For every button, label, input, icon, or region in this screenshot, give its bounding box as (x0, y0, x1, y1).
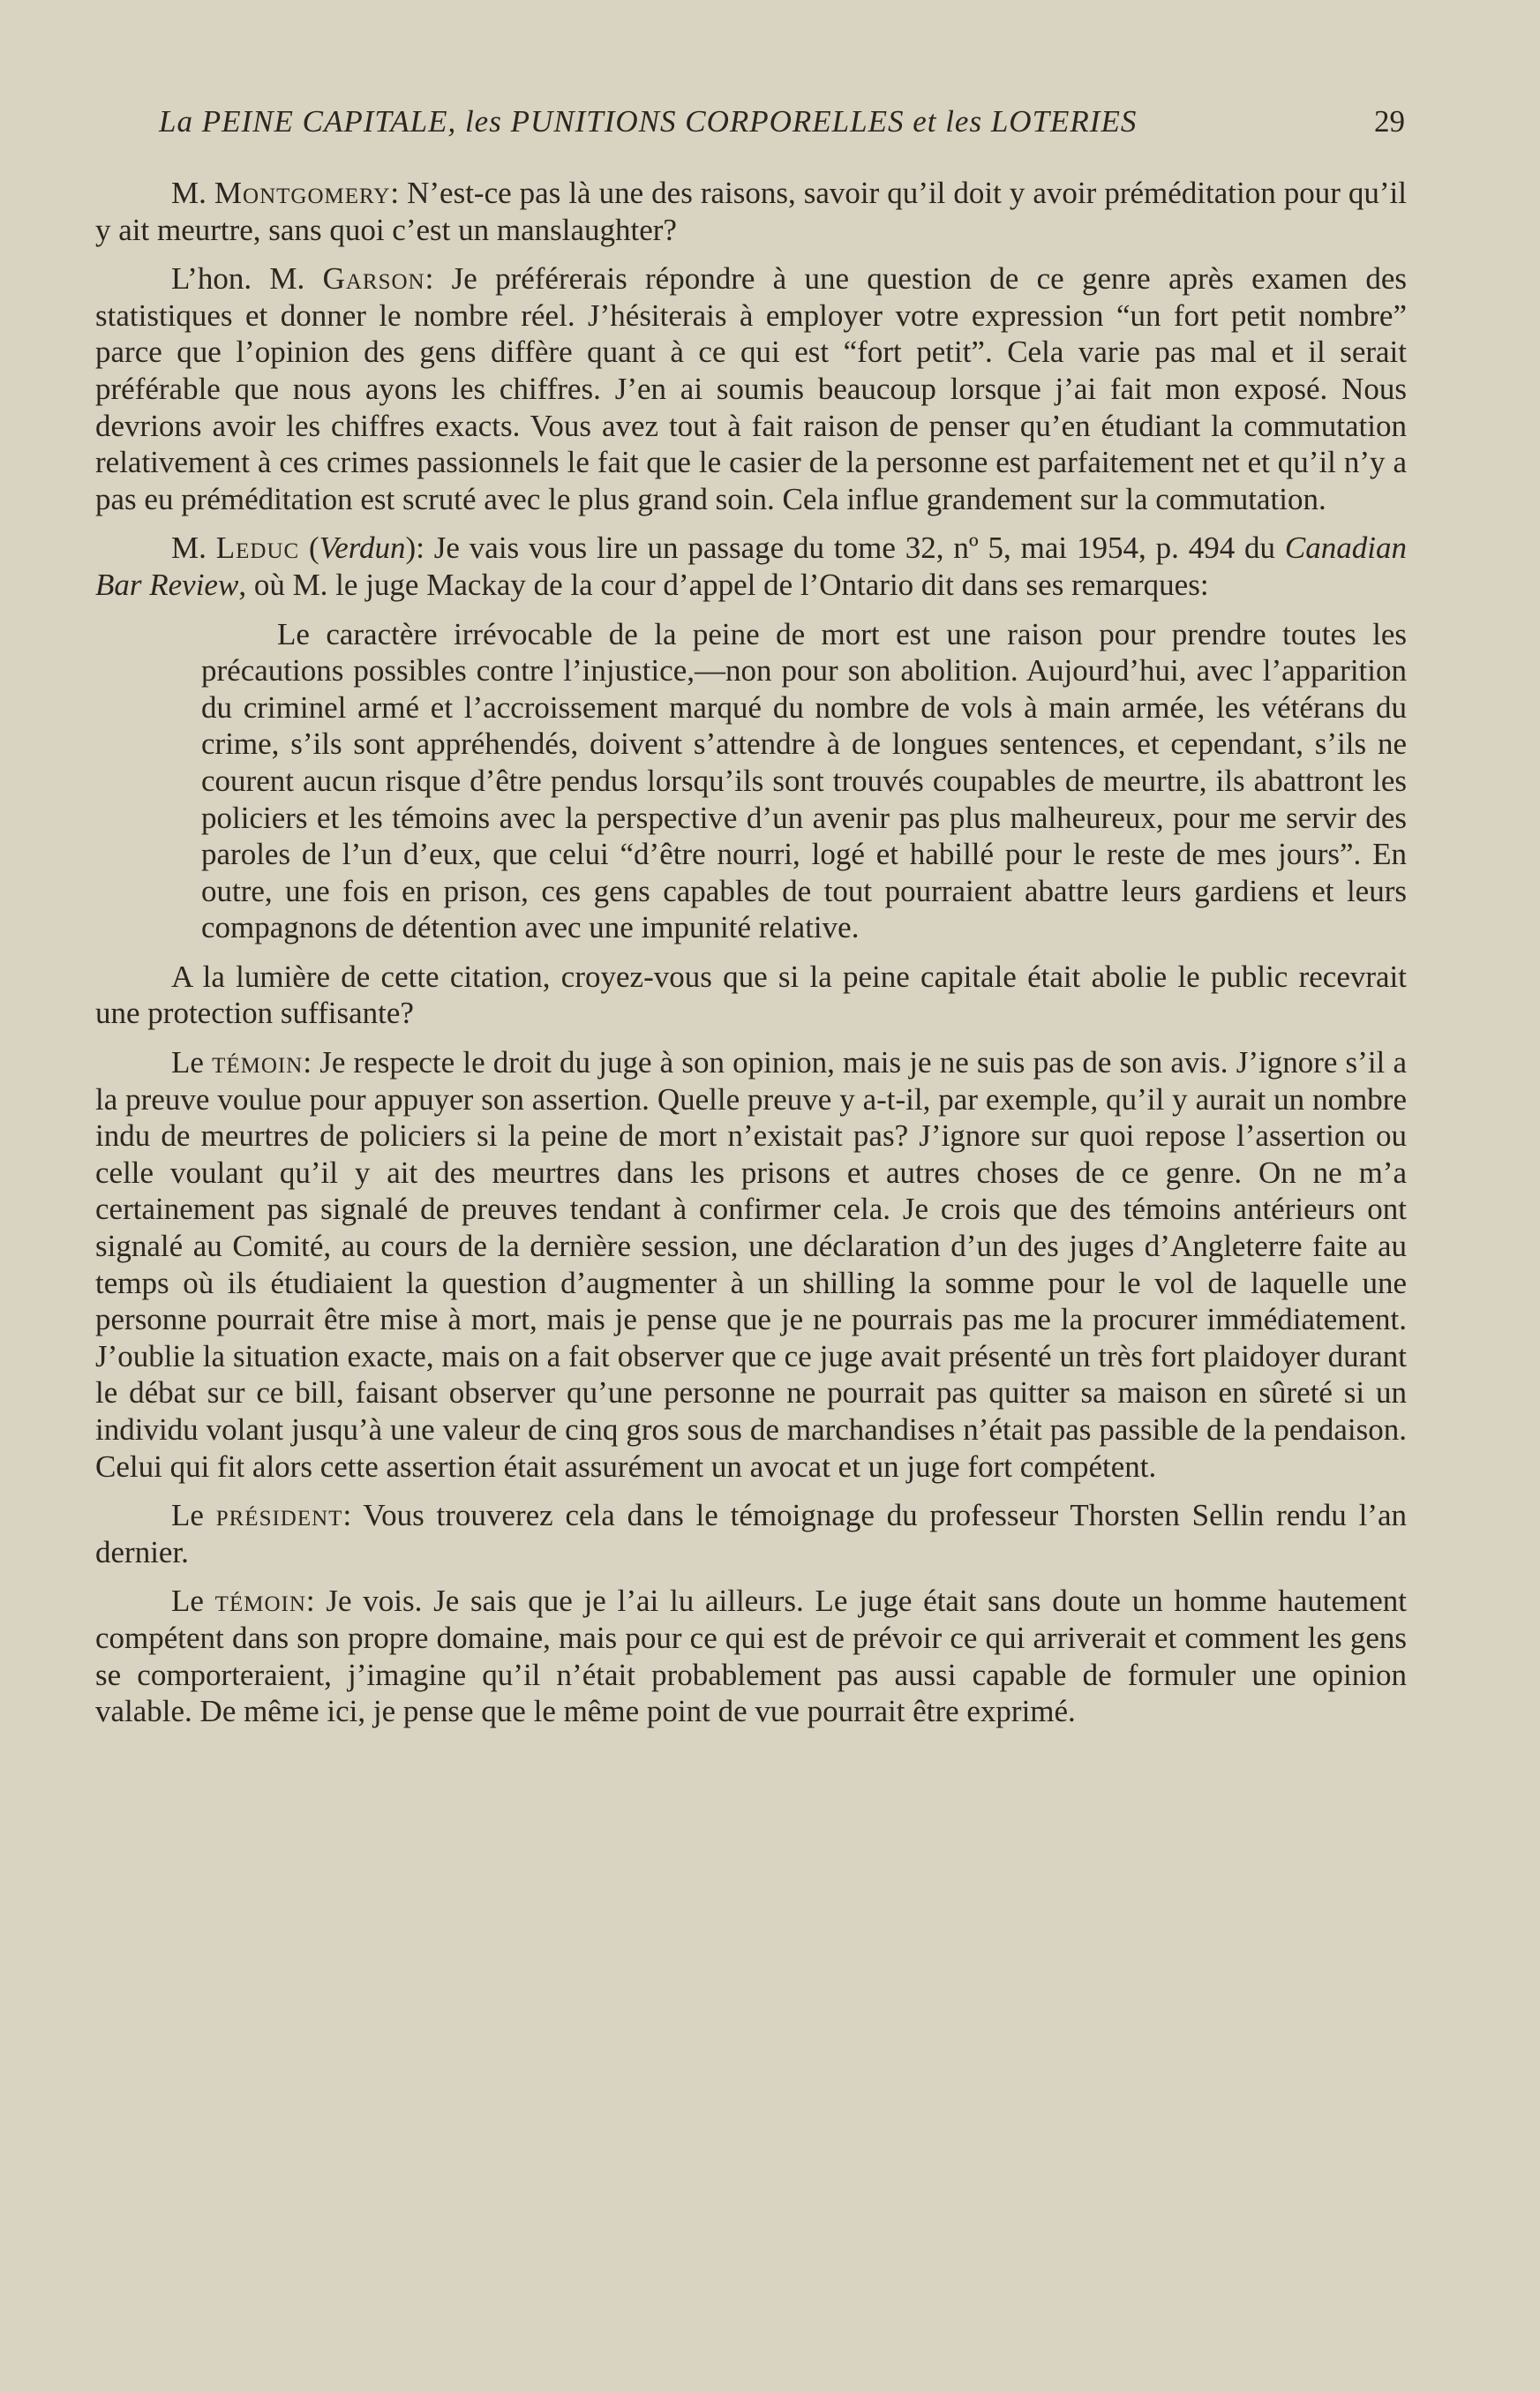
paren-close: ): (405, 531, 434, 566)
speaker-colon: : (424, 261, 452, 297)
speaker-name: président (215, 1498, 343, 1533)
paragraph-text: Je respecte le droit du juge à son opinion, mais je ne suis pas de son avis. J’ignore s’il a la preuve voulue pour appuyer son assertion. Quelle preuve y a-t-il, par exemple, qu’il y aurait un nombre indu de meurtres de policiers si la peine de mort n’existait pas? J’ignore sur quoi repose l’assertion ou celle voulant qu’il y ait des meurtres dans les prisons et autres choses de ce genre. On ne m’a certainement pas signalé de preuves tendant à confirmer cela. Je crois que des témoins antérieurs ont signalé au Comité, au cours de la dernière session, une déclaration d’un des juges d’Angleterre faite au temps où ils étudiaient la question d’augmenter à un shilling la somme pour le vol de laquelle une personne pourrait être mise à mort, mais je pense que je ne pourrais pas me la procurer immédiatement. J’oublie la situation exacte, mais on a fait observer que ce juge avait présenté un très fort plaidoyer durant le débat sur ce bill, faisant observer qu’une personne ne pourrait pas quitter sa maison en sûreté si un individu volant jusqu’à une valeur de cinq gros sous de marchandises n’était pas passible de la pendaison. Celui qui fit alors cette assertion était assurément un avocat et un juge fort compétent. (95, 1045, 1407, 1484)
paragraph-question (95, 959, 1407, 1032)
paragraph-text: Je préférerais répondre à une question de ce genre après examen des statistiques et donner le nombre réel. J’hésiterais à employer votre expression “un fort petit nombre” parce que l’opinion des gens diffère quant à ce qui est “fort petit”. Cela varie pas mal et il serait préférable que nous ayons les chiffres. J’en ai soumis beaucoup lorsque j’ai fait mon exposé. Nous devrions avoir les chiffres exacts. Vous avez tout à fait raison de penser qu’en étudiant la commutation relativement à ces crimes passionnels le fait que le casier de la personne est parfaitement net et qu’il n’y a pas eu préméditation est scruté avec le plus grand soin. Cela influe grandement sur la commutation. (95, 261, 1407, 516)
paragraph-text-cont: , où M. le juge Mackay de la cour d’appel de l’Ontario dit dans ses remarques: (238, 567, 1209, 602)
paragraph-president (95, 1497, 1407, 1570)
speaker-name: témoin (214, 1584, 306, 1619)
paragraph-text: A la lumière de cette citation, croyez-vous que si la peine capitale était abolie le public recevrait une protection suffisante? (95, 959, 1407, 1031)
paragraph-text: N’est-ce pas là une des raisons, savoir qu’il doit y avoir préméditation pour qu’il y ait meurtre, sans quoi c’est un manslaughter? (95, 176, 1407, 247)
running-header (159, 104, 1405, 139)
paragraph-text: Je vois. Je sais que je l’ai lu ailleurs. Le juge était sans doute un homme hautement compétent dans son propre domaine, mais pour ce qui est de prévoir ce qui arriverait et comment les gens se comporteraient, j’imagine qu’il n’était probablement pas aussi capable de formuler une opinion valable. De même ici, je pense que le même point de vue pourrait être exprimé. (95, 1584, 1407, 1729)
paragraph-leduc (95, 530, 1407, 603)
speaker-prefix: Le (171, 1045, 213, 1080)
speaker-colon: : (390, 176, 408, 210)
paragraph-garson (95, 260, 1407, 517)
journal-title: Canadian Bar Review (95, 531, 1407, 602)
riding-name: Verdun (319, 531, 406, 566)
speaker-prefix: L’hon. M. (171, 261, 323, 297)
speaker-name: Montgomery (214, 176, 391, 210)
paragraph-text: Je vais vous lire un passage du tome 32, nº 5, mai 1954, p. 494 du (433, 531, 1285, 566)
speaker-colon: : (342, 1498, 364, 1533)
page-number: 29 (1374, 104, 1405, 139)
speaker-prefix: M. (171, 531, 216, 566)
paragraph-text: Vous trouverez cela dans le témoignage du professeur Thorsten Sellin rendu l’an dernier. (95, 1498, 1407, 1569)
running-title: La PEINE CAPITALE, les PUNITIONS CORPORELLES et les LOTERIES (159, 104, 1138, 139)
speaker-name: Garson (322, 261, 425, 297)
speaker-name: témoin (212, 1045, 304, 1080)
block-quote (95, 616, 1407, 946)
speaker-prefix: M. (171, 176, 214, 210)
speaker-colon: : (305, 1584, 327, 1619)
paragraph-temoin-2 (95, 1583, 1407, 1729)
page-body (95, 175, 1407, 1742)
paren-open: ( (299, 531, 319, 566)
speaker-prefix: Le (171, 1584, 215, 1619)
paragraph-montgomery (95, 175, 1407, 248)
quote-text: Le caractère irrévocable de la peine de mort est une raison pour prendre toutes les précautions possibles contre l’injustice,—non pour son abolition. Aujourd’hui, avec l’apparition du criminel armé et l’accroissement marqué du nombre de vols à main armée, les vétérans du crime, s’ils sont appréhendés, doivent s’attendre à de longues sentences, et cependant, s’ils ne courent aucun risque d’être pendus lorsqu’ils sont trouvés coupables de meurtre, ils abattront les policiers et les témoins avec la perspective d’un avenir pas plus malheureux, pour me servir des paroles de l’un d’eux, que celui “d’être nourri, logé et habillé pour le reste de mes jours”. En outre, une fois en prison, ces gens capables de tout pourraient abattre leurs gardiens et leurs compagnons de détention avec une impunité relative. (201, 616, 1407, 945)
speaker-colon: : (303, 1045, 320, 1080)
paragraph-temoin-1 (95, 1044, 1407, 1485)
speaker-prefix: Le (171, 1498, 216, 1533)
speaker-name: Leduc (215, 531, 300, 566)
